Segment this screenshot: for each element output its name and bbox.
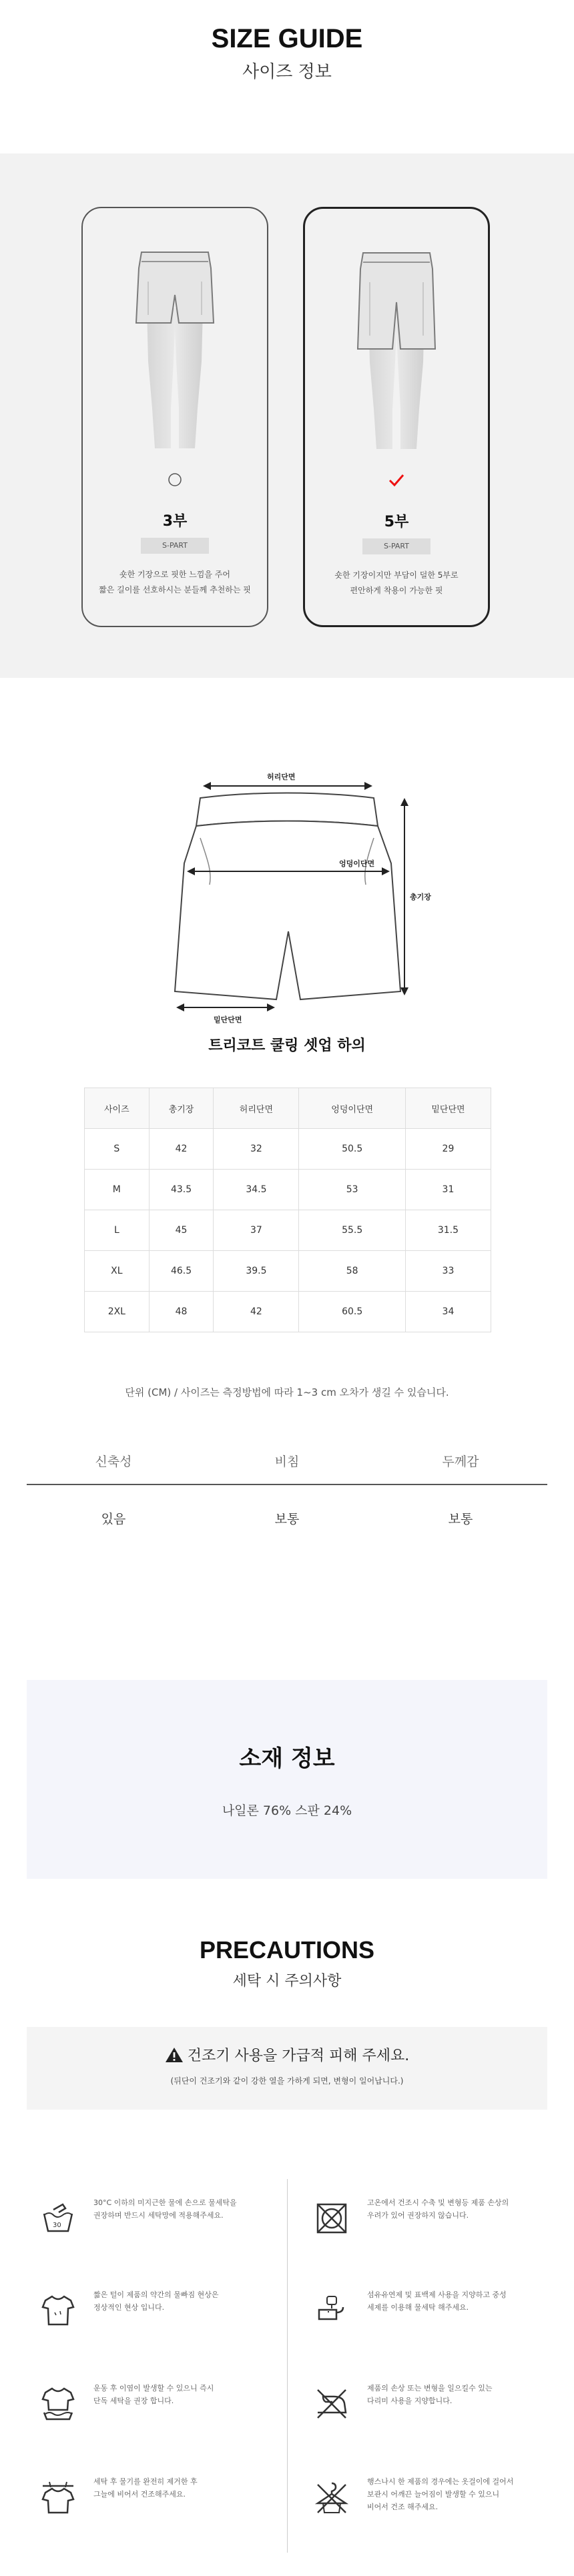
length-card-3bu[interactable]	[81, 207, 268, 627]
care-text-line: 세제를 이용해 물세탁 해주세요.	[367, 2303, 469, 2312]
table-cell: M	[85, 1170, 150, 1210]
care-text	[367, 2382, 534, 2407]
care-text-line: 섬유유연제 및 표백제 사용을 지양하고 중성	[367, 2290, 507, 2299]
fabric-attributes	[0, 1452, 574, 1589]
care-text-line: 비어서 건조 해주세요.	[367, 2503, 439, 2511]
care-item	[27, 2194, 274, 2247]
care-text	[367, 2288, 534, 2314]
size-table	[84, 1088, 491, 1332]
divider	[287, 2179, 288, 2553]
table-cell: 31.5	[405, 1210, 491, 1251]
length-desc	[305, 568, 488, 598]
table-cell: 45	[149, 1210, 214, 1251]
table-cell: 42	[149, 1129, 214, 1170]
care-text-line: 세탁 후 물기를 완전히 제거한 후	[93, 2477, 198, 2486]
attribute-header: 두께감	[442, 1454, 479, 1469]
table-cell: 39.5	[214, 1251, 299, 1292]
table-header: 엉덩이단면	[299, 1088, 405, 1129]
length-desc-line: 편안하게 착용이 가능한 핏	[350, 586, 443, 595]
check-icon[interactable]	[388, 473, 405, 488]
table-header-row	[85, 1088, 491, 1129]
table-row	[85, 1170, 491, 1210]
table-cell: 2XL	[85, 1292, 150, 1332]
care-text-line: 정상적인 현상 입니다.	[93, 2303, 165, 2312]
table-cell: 50.5	[299, 1129, 405, 1170]
table-header: 사이즈	[85, 1088, 150, 1129]
table-cell: 37	[214, 1210, 299, 1251]
care-text-line: 행스나시 한 제품의 경우에는 옷걸이에 걸어서	[367, 2477, 514, 2486]
precautions-subtitle: 세탁 시 주의사항	[232, 1973, 342, 1990]
care-text	[93, 2288, 260, 2314]
length-desc	[83, 567, 267, 598]
length-desc-line: 숏한 기장이지만 부담이 덜한 5부로	[334, 570, 459, 580]
table-row	[85, 1129, 491, 1170]
radio-empty-icon[interactable]	[168, 472, 182, 487]
table-cell: 31	[405, 1170, 491, 1210]
length-desc-line: 숏한 기장으로 핏한 느낌을 주어	[119, 570, 230, 579]
care-item	[27, 2286, 274, 2339]
precautions-title: PRECAUTIONS	[199, 1936, 375, 1964]
size-guide-subtitle: 사이즈 정보	[242, 62, 332, 82]
warning-icon	[165, 2047, 184, 2063]
table-row	[85, 1292, 491, 1332]
attribute-header-row	[27, 1452, 547, 1470]
mannequin-5bu-illustration	[350, 249, 443, 456]
table-cell: 43.5	[149, 1170, 214, 1210]
table-cell: 48	[149, 1292, 214, 1332]
hang-dry-icon	[40, 2479, 76, 2515]
length-name: 5부	[384, 514, 409, 530]
table-cell: 53	[299, 1170, 405, 1210]
table-title: 트리코트 쿨링 셋업 하의	[208, 1037, 366, 1054]
warning-subtitle: (뒤단이 건조기와 같이 강한 열을 가하게 되면, 변형이 일어납니다.)	[170, 2076, 404, 2086]
care-text-line: 운동 후 이염이 발생할 수 있으니 즉시	[93, 2384, 214, 2393]
care-item	[300, 2194, 547, 2247]
mannequin-3bu-illustration	[128, 248, 222, 455]
hem-label: 밑단단면	[214, 1015, 242, 1024]
care-text-line: 짧은 털이 제품의 약간의 물빠짐 현상은	[93, 2290, 219, 2299]
length-name: 3부	[162, 513, 188, 530]
table-row	[85, 1251, 491, 1292]
table-cell: 34.5	[214, 1170, 299, 1210]
table-cell: 29	[405, 1129, 491, 1170]
table-cell: 60.5	[299, 1292, 405, 1332]
warning-box	[27, 2027, 547, 2110]
shorts-flat-illustration	[0, 678, 574, 1027]
divider	[27, 1484, 547, 1485]
measurement-diagram	[0, 678, 574, 1027]
care-item	[27, 2379, 274, 2433]
warning-title-text: 건조기 사용을 가급적 피해 주세요.	[187, 2048, 410, 2064]
waist-label: 허리단면	[267, 773, 296, 781]
size-note: 단위 (CM) / 사이즈는 측정방법에 따라 1~3 cm 오차가 생길 수 있습니다.	[125, 1386, 449, 1398]
table-header: 총기장	[149, 1088, 214, 1129]
table-cell: 32	[214, 1129, 299, 1170]
table-row	[85, 1210, 491, 1251]
attribute-value: 보통	[448, 1512, 473, 1527]
no-hanger-icon	[314, 2479, 350, 2515]
table-cell: L	[85, 1210, 150, 1251]
care-text-line: 30°C 이하의 미지근한 물에 손으로 물세탁을	[93, 2198, 237, 2207]
material-title: 소재 정보	[239, 1745, 335, 1772]
length-desc-line: 짧은 길이를 선호하시는 분들께 추천하는 핏	[99, 585, 251, 594]
care-text-line: 보관시 어깨끈 늘어짐이 발생할 수 있으니	[367, 2490, 500, 2499]
care-item	[27, 2473, 274, 2526]
table-cell: XL	[85, 1251, 150, 1292]
table-header: 밑단단면	[405, 1088, 491, 1129]
no-tumble-dry-icon	[314, 2200, 350, 2236]
table-cell: 34	[405, 1292, 491, 1332]
care-text-line: 제품의 손상 또는 변형을 일으킬수 있는	[367, 2384, 493, 2393]
attribute-value-row	[27, 1509, 547, 1527]
length-badge: S-PART	[141, 538, 209, 554]
material-info-box	[27, 1680, 547, 1879]
hip-label: 엉덩이단면	[339, 859, 375, 868]
care-text	[93, 2475, 260, 2501]
care-text-line: 다리미 사용을 지양합니다.	[367, 2397, 453, 2405]
care-item	[300, 2286, 547, 2339]
tshirt-icon	[40, 2292, 76, 2328]
precautions-section	[0, 1936, 574, 2086]
tshirt-wash-icon	[40, 2386, 76, 2422]
care-text	[367, 2196, 534, 2222]
table-cell: 58	[299, 1251, 405, 1292]
detergent-icon	[314, 2292, 350, 2328]
warning-title	[27, 2044, 547, 2065]
table-cell: 42	[214, 1292, 299, 1332]
length-label: 총기장	[410, 893, 431, 901]
care-text-line: 우려가 있어 권장하지 않습니다.	[367, 2211, 469, 2220]
material-composition: 나일론 76% 스판 24%	[222, 1803, 352, 1818]
attribute-header: 비침	[274, 1454, 300, 1469]
care-item	[300, 2473, 547, 2526]
table-cell: 46.5	[149, 1251, 214, 1292]
svg-text:30: 30	[53, 2222, 61, 2229]
attribute-value: 보통	[274, 1512, 300, 1527]
hand-wash-icon	[40, 2200, 76, 2236]
table-cell: 33	[405, 1251, 491, 1292]
care-text-line: 그늘에 비어서 건조해주세요.	[93, 2490, 186, 2499]
care-instructions-grid	[27, 2179, 547, 2553]
care-text	[367, 2475, 534, 2513]
care-text	[93, 2196, 260, 2222]
care-text-line: 권장하며 반드시 세탁망에 적용해주세요.	[93, 2211, 224, 2220]
length-badge: S-PART	[362, 538, 431, 554]
table-cell: S	[85, 1129, 150, 1170]
table-header: 허리단면	[214, 1088, 299, 1129]
size-guide-header	[0, 0, 574, 153]
size-table-section	[0, 1027, 574, 1452]
table-cell: 55.5	[299, 1210, 405, 1251]
care-text-line: 단독 세탁을 권장 합니다.	[93, 2397, 174, 2405]
length-compare-panel	[0, 153, 574, 678]
care-text-line: 고온에서 건조시 수축 및 변형등 제품 손상의	[367, 2198, 509, 2207]
size-guide-title: SIZE GUIDE	[211, 24, 363, 53]
attribute-value: 있음	[101, 1512, 126, 1527]
care-item	[300, 2379, 547, 2433]
iron-icon	[314, 2386, 350, 2422]
attribute-header: 신축성	[95, 1454, 132, 1469]
length-card-5bu[interactable]	[303, 207, 490, 627]
care-text	[93, 2382, 260, 2407]
